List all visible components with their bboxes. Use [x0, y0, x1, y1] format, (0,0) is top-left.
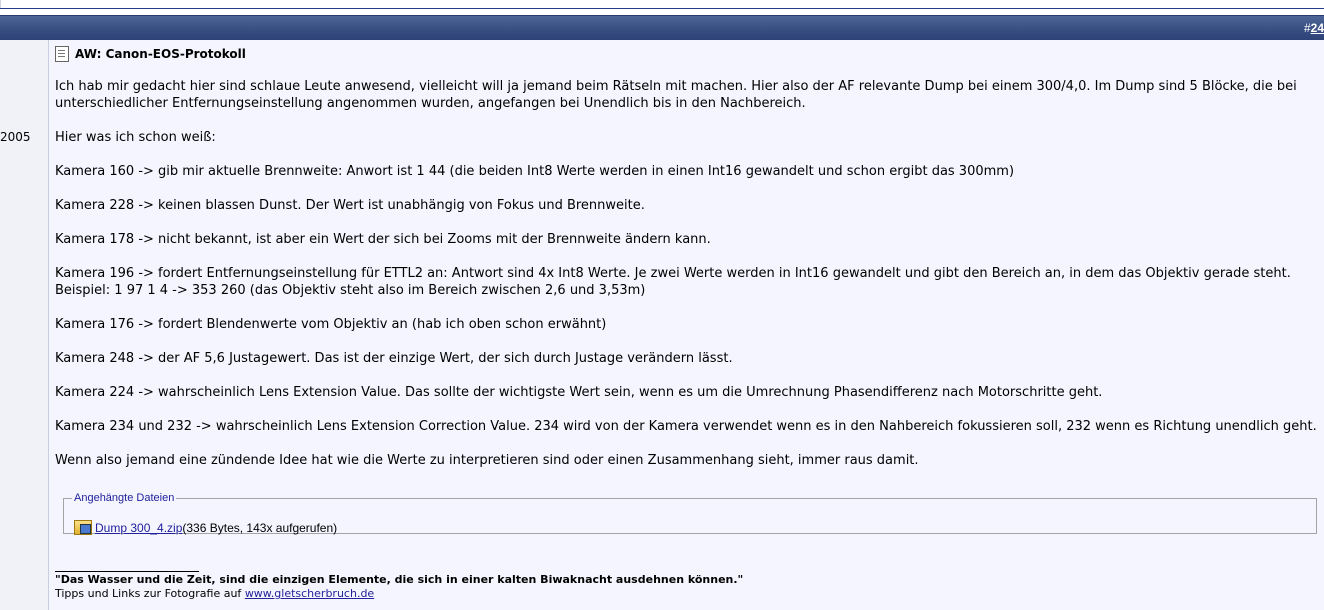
post-number-link[interactable]: 24: [1310, 21, 1324, 35]
post-title: AW: Canon-EOS-Protokoll: [75, 47, 246, 61]
post-paragraph: Wenn also jemand eine zündende Idee hat wie die Werte zu interpretieren sind oder einen Zusammenhang sieht, immer raus damit.: [55, 453, 919, 468]
post-content: [49, 40, 1324, 610]
signature-quote: "Das Wasser und die Zeit, sind die einzigen Elemente, die sich in einer kalten Biwaknacht ausdehnen können.": [55, 573, 744, 586]
post-title-row: [55, 46, 246, 62]
post-paragraph: Kamera 248 -> der AF 5,6 Justagewert. Das ist der einzige Wert, der sich durch Justage verändern lässt.: [55, 351, 733, 366]
attachment-link[interactable]: Dump 300_4.zip: [95, 520, 183, 535]
previous-post-bottom: [0, 0, 1324, 8]
signature-line: [55, 587, 374, 600]
post-body: [55, 78, 1324, 486]
zip-file-icon: [74, 520, 92, 535]
post-paragraph: Kamera 228 -> keinen blassen Dunst. Der Wert ist unabhängig von Fokus und Brennweite.: [55, 198, 645, 213]
attachment-info: (336 Bytes, 143x aufgerufen): [182, 520, 338, 535]
post-paragraph: Kamera 176 -> fordert Blendenwerte vom Objektiv an (hab ich oben schon erwähnt): [55, 317, 607, 332]
attachments-box: [63, 492, 1317, 534]
post-header-bar: [0, 15, 1324, 40]
attachments-legend: Angehängte Dateien: [74, 492, 175, 504]
user-info-column: [0, 40, 49, 610]
post-paragraph: Kamera 196 -> fordert Entfernungseinstellung für ETTL2 an: Antwort sind 4x Int8 Werte. Je zwei Werte werden in Int16 gewandelt und gibt den Bereich an, in dem das Objektiv gerade steht.: [55, 266, 1291, 281]
post-paragraph: Kamera 234 und 232 -> wahrscheinlich Lens Extension Correction Value. 234 wird von der Kamera verwendet wenn es in den Nahbereich fokussieren soll, 232 wenn es Richtung unendlich geht.: [55, 419, 1317, 434]
post-paragraph: Beispiel: 1 97 1 4 -> 353 260 (das Objektiv steht also im Bereich zwischen 2,6 und 3,53m): [55, 283, 646, 298]
post-icon: [55, 46, 69, 62]
post-paragraph: Kamera 178 -> nicht bekannt, ist aber ein Wert der sich bei Zooms mit der Brennweite ändern kann.: [55, 232, 711, 247]
attachment-item: [74, 520, 337, 535]
post-paragraph: Hier was ich schon weiß:: [55, 130, 216, 145]
post-paragraph: Ich hab mir gedacht hier sind schlaue Leute anwesend, vielleicht will ja jemand beim Rätseln mit machen. Hier also der AF relevante Dump bei einem 300/4,0. Im Dump sind 5 Blöcke, die bei unterschiedlicher Entfernungseinstellung angenommen wurden, angefangen bei Unendlich bis in den Nachbereich.: [55, 79, 1297, 111]
post-paragraph: Kamera 224 -> wahrscheinlich Lens Extension Value. Das sollte der wichtigste Wert sein, wenn es um die Umrechnung Phasendifferenz nach Motorschritte geht.: [55, 385, 1103, 400]
post-paragraph: Kamera 160 -> gib mir aktuelle Brennweite: Anwort ist 1 44 (die beiden Int8 Werte werden in einen Int16 gewandelt und schon ergibt das 300mm): [55, 164, 1015, 179]
join-date: 2005: [0, 130, 31, 144]
signature-divider: [55, 571, 199, 572]
signature-text: Tipps und Links zur Fotografie auf: [55, 587, 245, 600]
signature-link[interactable]: www.gletscherbruch.de: [244, 587, 375, 600]
post-number: #24: [1303, 21, 1324, 35]
